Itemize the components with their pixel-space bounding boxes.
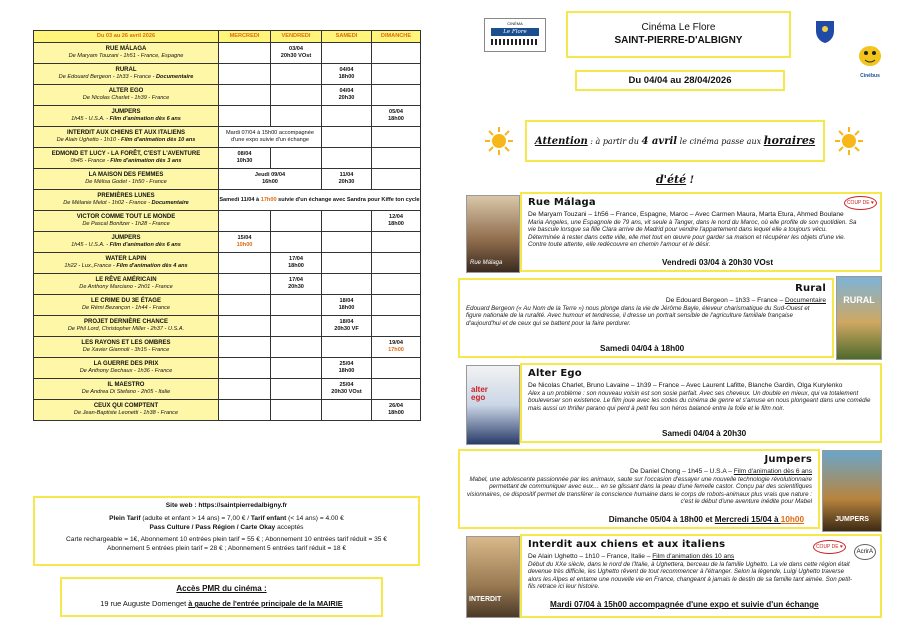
film-session: Mardi 07/04 à 15h00 accompagnée d'une expo et suivie d'un échange bbox=[550, 600, 819, 609]
film-session: Samedi 04/04 à 18h00 bbox=[600, 344, 685, 353]
film-box-rue-malaga bbox=[520, 192, 882, 272]
session-time: 20h30 VF bbox=[334, 326, 359, 332]
table-row bbox=[34, 379, 421, 400]
special-session-cell bbox=[219, 169, 322, 190]
session-time: 20h30 VOst bbox=[280, 53, 312, 59]
film-details: 0h45 - France - Film d'animation dès 3 ans bbox=[70, 158, 182, 164]
session-cell bbox=[322, 64, 372, 85]
period-box: Du 04/04 au 28/04/2026 bbox=[575, 70, 785, 91]
session-cell bbox=[322, 148, 372, 169]
session-cell bbox=[219, 43, 271, 64]
session-time: 17h00 bbox=[388, 347, 404, 353]
table-row bbox=[34, 295, 421, 316]
film-title: JUMPERS bbox=[111, 109, 141, 115]
subscription-line: Abonnement 5 entrées plein tarif = 28 € ; Abonnement 5 entrées tarif réduit = 18 € bbox=[107, 545, 346, 552]
film-title: Alter Ego bbox=[528, 368, 582, 379]
film-cell bbox=[34, 337, 219, 358]
session-cell bbox=[372, 400, 421, 421]
table-row bbox=[34, 358, 421, 379]
session-cell bbox=[271, 253, 322, 274]
film-cell bbox=[34, 190, 219, 211]
film-details: De Pascal Bonitzer - 1h28 - France bbox=[82, 221, 170, 227]
film-title: PREMIÈRES LUNES bbox=[97, 193, 155, 199]
header-col-1: MERCREDI bbox=[219, 31, 271, 43]
schedule-table bbox=[33, 30, 421, 421]
session-cell bbox=[372, 85, 421, 106]
website-text: Site web : https://saintpierredalbigny.fr bbox=[165, 502, 288, 509]
film-cell bbox=[34, 379, 219, 400]
tariff-line: Plein Tarif (adulte et enfant > 14 ans) = 7,00 € / Tarif enfant (< 14 ans) = 4.00 € bbox=[109, 515, 344, 522]
session-cell bbox=[219, 148, 271, 169]
film-cell bbox=[34, 253, 219, 274]
table-row bbox=[34, 211, 421, 232]
session-cell bbox=[322, 85, 372, 106]
film-title: IL MAESTRO bbox=[107, 382, 145, 388]
film-cell bbox=[34, 400, 219, 421]
session-date: 17/04 bbox=[289, 256, 303, 262]
film-title: RUE MÁLAGA bbox=[105, 46, 147, 52]
session-cell bbox=[372, 358, 421, 379]
film-cell bbox=[34, 295, 219, 316]
session-cell bbox=[372, 211, 421, 232]
session-cell bbox=[322, 43, 372, 64]
tariffs-box bbox=[33, 496, 420, 566]
card-line: Carte rechargeable = 1€, Abonnement 10 entrées plein tarif = 55 € ; Abonnement 10 entrées tarif réduit = 35 € bbox=[66, 536, 387, 543]
table-row bbox=[34, 274, 421, 295]
film-cell bbox=[34, 316, 219, 337]
film-meta: De Alain Ughetto – 1h10 – France, Italie – Film d'animation dès 10 ans bbox=[528, 553, 735, 560]
film-details: De Anthony Dechaux - 1h36 - France bbox=[79, 368, 173, 374]
session-cell bbox=[219, 316, 271, 337]
poster-rural: RURAL bbox=[836, 276, 882, 360]
session-cell bbox=[372, 379, 421, 400]
session-cell bbox=[322, 274, 372, 295]
session-time: 10h30 bbox=[236, 158, 253, 164]
film-cell bbox=[34, 85, 219, 106]
session-cell bbox=[219, 211, 271, 232]
session-cell bbox=[372, 337, 421, 358]
session-cell bbox=[372, 274, 421, 295]
film-details: 1h45 - U.S.A. - Film d'animation dès 6 ans bbox=[71, 116, 181, 122]
table-row bbox=[34, 169, 421, 190]
film-session: Vendredi 03/04 à 20h30 VOst bbox=[662, 258, 774, 267]
special-session-cell: Mardi 07/04 à 15h00 accompagnée d'une expo suivie d'un échange bbox=[219, 127, 322, 148]
film-title: Interdit aux chiens et aux italiens bbox=[528, 539, 726, 550]
film-title: LES RAYONS ET LES OMBRES bbox=[81, 340, 171, 346]
film-details: 1h22 - Lux.,France - Film d'animation dès 4 ans bbox=[64, 263, 188, 269]
session-cell bbox=[219, 64, 271, 85]
film-title: INTERDIT AUX CHIENS ET AUX ITALIENS bbox=[66, 130, 186, 136]
session-cell bbox=[372, 148, 421, 169]
session-time: 20h30 bbox=[288, 284, 304, 290]
film-box-rural bbox=[458, 278, 834, 358]
session-cell bbox=[271, 379, 322, 400]
session-time: 10h00 bbox=[236, 242, 253, 248]
film-details: De Edouard Bergeon - 1h33 - France - Documentaire bbox=[58, 74, 194, 80]
session-cell bbox=[372, 127, 421, 148]
table-row bbox=[34, 64, 421, 85]
film-cell bbox=[34, 148, 219, 169]
session-cell bbox=[372, 253, 421, 274]
table-row bbox=[34, 190, 421, 211]
session-cell bbox=[322, 358, 372, 379]
film-details: De Xavier Giannoli - 3h15 - France bbox=[82, 347, 170, 353]
session-cell bbox=[322, 169, 372, 190]
film-cell bbox=[34, 232, 219, 253]
session-cell bbox=[219, 295, 271, 316]
session-cell bbox=[372, 316, 421, 337]
table-row bbox=[34, 148, 421, 169]
film-session: Dimanche 05/04 à 18h00 et Mercredi 15/04 à 10h00 bbox=[608, 515, 804, 524]
session-cell bbox=[271, 148, 322, 169]
pmr-access-box bbox=[60, 577, 383, 617]
film-meta: De Daniel Chong – 1h45 – U.S.A – Film d'animation dès 6 ans bbox=[630, 468, 812, 475]
film-details: De Mélisa Godet - 1h50 - France bbox=[85, 179, 167, 185]
session-cell bbox=[271, 337, 322, 358]
session-date: 25/04 bbox=[339, 382, 354, 388]
session-cell bbox=[372, 106, 421, 127]
session-cell bbox=[271, 295, 322, 316]
film-details: De Andrea Di Stefano - 2h05 - Italie bbox=[81, 389, 171, 395]
town-crest-icon bbox=[815, 20, 835, 44]
session-cell bbox=[372, 295, 421, 316]
film-cell bbox=[34, 127, 219, 148]
header-col-2: VENDREDI bbox=[271, 31, 322, 43]
session-cell bbox=[322, 127, 372, 148]
film-meta: De Edouard Bergeon – 1h33 – France – Documentaire bbox=[665, 297, 826, 304]
session-date: 11/04 bbox=[339, 172, 354, 178]
table-row bbox=[34, 106, 421, 127]
film-title: LE CRIME DU 3E ÉTAGE bbox=[91, 298, 161, 304]
session-cell bbox=[372, 64, 421, 85]
film-title: RURAL bbox=[115, 67, 137, 73]
session-cell bbox=[322, 106, 372, 127]
table-row bbox=[34, 232, 421, 253]
session-cell bbox=[322, 400, 372, 421]
table-row bbox=[34, 85, 421, 106]
session-date: Jeudi 09/04 bbox=[254, 172, 286, 178]
table-row bbox=[34, 253, 421, 274]
film-title: EDMOND ET LUCY - LA FORÊT, C'EST L'AVENTURE bbox=[51, 151, 201, 157]
sun-icon-right bbox=[834, 126, 864, 156]
session-cell bbox=[322, 379, 372, 400]
session-cell bbox=[271, 106, 322, 127]
film-meta: De Maryam Touzani – 1h56 – France, Espagne, Maroc – Avec Carmen Maura, Marta Etura, Ahmed Boulane bbox=[528, 211, 844, 218]
session-time: 18h00 bbox=[338, 74, 355, 80]
session-cell bbox=[271, 211, 322, 232]
session-time: 20h30 bbox=[338, 179, 355, 185]
poster-rue-malaga: Rue Málaga bbox=[466, 195, 520, 273]
film-details: De Alain Ughetto - 1h10 - Film d'animation dès 10 ans bbox=[56, 137, 196, 143]
session-cell bbox=[219, 253, 271, 274]
film-box-interdit bbox=[520, 534, 882, 618]
film-title: Rue Málaga bbox=[528, 197, 596, 208]
poster-jumpers: JUMPERS bbox=[822, 450, 882, 532]
session-cell bbox=[219, 274, 271, 295]
session-cell bbox=[271, 316, 322, 337]
cinema-header-box bbox=[566, 11, 791, 58]
session-time: 20h30 bbox=[338, 95, 355, 101]
film-cell bbox=[34, 169, 219, 190]
film-title: Rural bbox=[795, 283, 826, 294]
session-cell bbox=[219, 379, 271, 400]
film-session: Samedi 04/04 à 20h30 bbox=[662, 429, 747, 438]
session-date: 04/04 bbox=[339, 88, 354, 94]
table-row bbox=[34, 337, 421, 358]
film-synopsis: Maria Angeles, une Espagnole de 79 ans, vit seule à Tanger, dans le nord du Maroc, où elle profite de son quotidien. Sa vie bascule lorsque sa fille Clara arrive de Madrid pour vendre l'appartement dans lequel elle a toujours vécu. Déterminée à rester dans cette ville, elle met tout en œuvre pour garder sa maison et récupérer les objets d'une vie. Contre toute attente, elle redécouvre en chemin l'amour et le désir. bbox=[528, 219, 857, 249]
session-date: 18/04 bbox=[339, 298, 354, 304]
film-title: WATER LAPIN bbox=[105, 256, 147, 262]
session-cell bbox=[372, 43, 421, 64]
film-synopsis: Edouard Bergeon (« Au Nom de la Terre ») nous plonge dans la vie de Jérôme Bayle, éleveur charismatique du Sud-Ouest et figure nationale de la ruralité. Avec humour et tendresse, il dresse un portrait sensible de l'agriculture familiale française d'aujourd'hui et de ceux qui se battent pour la faire perdurer. bbox=[466, 305, 810, 327]
table-row bbox=[34, 400, 421, 421]
film-title: JUMPERS bbox=[111, 235, 141, 241]
film-title: PROJET DERNIÈRE CHANCE bbox=[83, 319, 168, 325]
film-title: LA MAISON DES FEMMES bbox=[88, 172, 164, 178]
cinema-logo: CINÉMA Le Flore bbox=[484, 18, 546, 52]
session-date: 19/04 bbox=[389, 340, 403, 346]
session-cell bbox=[271, 358, 322, 379]
session-date: 17/04 bbox=[289, 277, 303, 283]
film-box-jumpers bbox=[458, 449, 820, 529]
film-details: De Mélanie Melot - 1h02 - France - Documentaire bbox=[63, 200, 189, 206]
film-box-alter-ego bbox=[520, 363, 882, 443]
session-cell bbox=[271, 85, 322, 106]
session-time: 18h00 bbox=[288, 263, 304, 269]
acrira-logo: AcrirA bbox=[854, 544, 876, 560]
session-cell bbox=[322, 253, 372, 274]
session-date: 15/04 bbox=[237, 235, 252, 241]
table-row bbox=[34, 127, 421, 148]
special-session-cell: Samedi 11/04 à 17h00 suivie d'un échange avec Sandra pour Kiffe ton cycle bbox=[219, 190, 421, 211]
session-cell bbox=[271, 232, 322, 253]
film-cell bbox=[34, 211, 219, 232]
film-title: LA GUERRE DES PRIX bbox=[93, 361, 159, 367]
film-synopsis: Début du XXe siècle, dans le nord de l'Italie, à Ughettera, berceau de la famille Ughetto. La vie dans cette région était devenue très difficile, les Ughetto rêvent de tout recommencer à l'étranger. Selon la légende, Luigi Ughetto traverse alors les Alpes et entame une nouvelle vie en France, changeant à jamais le destin de sa famille tant aimée. Son petit-fils retrace ici leur histoire. bbox=[528, 561, 853, 591]
film-details: De Anthony Marciano - 2h01 - France bbox=[79, 284, 173, 290]
session-cell bbox=[271, 400, 322, 421]
film-synopsis: Mabel, une adolescente passionnée par les animaux, saute sur l'occasion d'essayer une nouvelle technologie révolutionnaire permettant de communiquer avec eux… en se glissant dans la peau d'une femelle castor. Conçu par des scientifiques visionnaires, ce dispositif permet de transférer la conscience humaine dans le corps de robots-animaux plus vrais que nature : c'est le début d'une aventure inédite pour Mabel bbox=[467, 476, 812, 506]
session-cell bbox=[219, 85, 271, 106]
session-date: 04/04 bbox=[339, 67, 354, 73]
film-cell bbox=[34, 106, 219, 127]
film-title: VICTOR COMME TOUT LE MONDE bbox=[76, 214, 176, 220]
session-cell bbox=[322, 211, 372, 232]
coup-de-coeur-badge: COUP DE ♥ bbox=[813, 540, 846, 554]
pmr-address: 19 rue Auguste Domenget à gauche de l'entrée principale de la MAIRIE bbox=[100, 599, 343, 608]
film-details: 1h45 - U.S.A. - Film d'animation dès 6 ans bbox=[71, 242, 181, 248]
session-cell bbox=[322, 316, 372, 337]
film-synopsis: Alex a un problème : son nouveau voisin est son sosie parfait. Avec ses cheveux. Un double en mieux, qui va totalement bouleverser son existence. Le film joue avec les codes du cinéma de genre et s'amuse en nous plongeant dans une comédie mais aussi un thriller parano qui perd à petit feu son héros balancé entre la folie et le film noir. bbox=[528, 390, 871, 412]
poster-alter-ego: alter ego bbox=[466, 365, 520, 445]
poster-interdit: INTERDIT bbox=[466, 536, 520, 618]
film-details: De Jean-Baptiste Leonetti - 1h38 - France bbox=[73, 410, 179, 416]
session-time: 18h00 bbox=[338, 305, 355, 311]
session-cell bbox=[219, 106, 271, 127]
film-details: De Rémi Bezançon - 1h44 - France bbox=[82, 305, 170, 311]
header-col-4: DIMANCHE bbox=[372, 31, 421, 43]
session-cell bbox=[322, 295, 372, 316]
film-cell bbox=[34, 64, 219, 85]
session-cell bbox=[219, 400, 271, 421]
session-date: 08/04 bbox=[237, 151, 252, 157]
header-col-3: SAMEDI bbox=[322, 31, 372, 43]
pass-line: Pass Culture / Pass Région / Carte Okay acceptés bbox=[149, 524, 304, 531]
film-details: De Nicolas Charlet - 1h39 - France bbox=[82, 95, 170, 101]
film-cell bbox=[34, 274, 219, 295]
session-date: 25/04 bbox=[339, 361, 354, 367]
film-title: LE RÊVE AMÉRICAIN bbox=[95, 277, 157, 283]
sun-icon-left bbox=[484, 126, 514, 156]
session-time: 18h00 bbox=[338, 368, 355, 374]
film-meta: De Nicolas Charlet, Bruno Lavaine – 1h39 – France – Avec Laurent Lafitte, Blanche Gardin, Olga Kurylenko bbox=[528, 382, 843, 389]
session-date: 26/04 bbox=[389, 403, 403, 409]
session-date: 05/04 bbox=[389, 109, 403, 115]
film-details: De Maryam Touzani - 1h51 - France, Espagne bbox=[68, 53, 184, 59]
session-cell bbox=[372, 232, 421, 253]
session-time: 16h00 bbox=[262, 179, 278, 185]
session-time: 18h00 bbox=[388, 410, 404, 416]
session-cell bbox=[322, 337, 372, 358]
film-title: CEUX QUI COMPTENT bbox=[93, 403, 159, 409]
table-row bbox=[34, 316, 421, 337]
session-cell bbox=[219, 337, 271, 358]
cinebus-logo: Cinébus bbox=[855, 38, 885, 78]
film-title: Jumpers bbox=[764, 454, 812, 465]
session-cell bbox=[372, 169, 421, 190]
cinema-name: Cinéma Le Flore bbox=[641, 22, 716, 33]
session-time: 18h00 bbox=[388, 221, 404, 227]
session-cell bbox=[271, 274, 322, 295]
table-row bbox=[34, 43, 421, 64]
attention-box: Attention : à partir du 4 avril le cinéma passe aux horaires d'été ! bbox=[525, 120, 825, 162]
cinema-town: SAINT-PIERRE-D'ALBIGNY bbox=[614, 35, 743, 46]
session-cell bbox=[322, 232, 372, 253]
session-date: 03/04 bbox=[289, 46, 303, 52]
session-time: 20h30 VOst bbox=[331, 389, 362, 395]
header-col-0: Du 03 au 26 avril 2026 bbox=[34, 31, 219, 43]
session-cell bbox=[219, 358, 271, 379]
session-time: 18h00 bbox=[388, 116, 404, 122]
coup-de-coeur-badge: COUP DE ♥ bbox=[844, 196, 877, 210]
session-date: 12/04 bbox=[389, 214, 403, 220]
session-cell bbox=[271, 64, 322, 85]
film-cell bbox=[34, 43, 219, 64]
film-cell bbox=[34, 358, 219, 379]
film-details: De Phil Lord, Christopher Miller - 2h37 - U.S.A. bbox=[67, 326, 185, 332]
session-cell bbox=[219, 232, 271, 253]
session-date: 18/04 bbox=[339, 319, 354, 325]
film-title: ALTER EGO bbox=[108, 88, 144, 94]
pmr-title: Accès PMR du cinéma : bbox=[176, 584, 267, 593]
session-cell bbox=[271, 43, 322, 64]
